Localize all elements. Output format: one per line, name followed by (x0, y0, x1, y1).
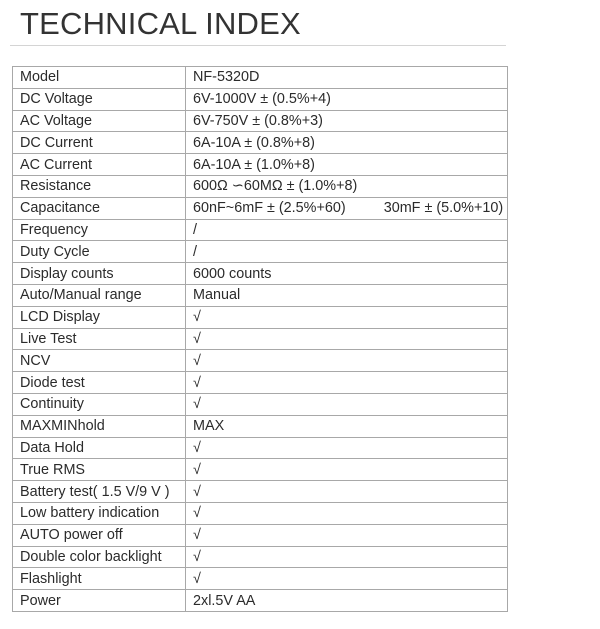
table-row (13, 502, 508, 524)
value-cell: √ (186, 393, 508, 415)
title-divider (10, 45, 506, 46)
param-cell: Display counts (13, 263, 186, 285)
value-cell: 6000 counts (186, 263, 508, 285)
value-cell: √ (186, 372, 508, 394)
value-text: 60nF~6mF ± (2.5%+60) (193, 200, 346, 217)
param-cell: Double color backlight (13, 546, 186, 568)
param-cell: LCD Display (13, 306, 186, 328)
table-row (13, 175, 508, 197)
value-cell: / (186, 219, 508, 241)
param-cell: Flashlight (13, 568, 186, 590)
param-cell: Diode test (13, 372, 186, 394)
value-cell: 6A-10A ± (0.8%+8) (186, 132, 508, 154)
table-row (13, 568, 508, 590)
param-cell: True RMS (13, 459, 186, 481)
table-row (13, 393, 508, 415)
param-cell: Continuity (13, 393, 186, 415)
param-cell: Frequency (13, 219, 186, 241)
table-row (13, 110, 508, 132)
param-cell: Auto/Manual range (13, 284, 186, 306)
param-cell: Live Test (13, 328, 186, 350)
param-cell: AUTO power off (13, 524, 186, 546)
param-cell: Low battery indication (13, 502, 186, 524)
param-cell: AC Voltage (13, 110, 186, 132)
table-row (13, 459, 508, 481)
table-row (13, 241, 508, 263)
value-cell: Manual (186, 284, 508, 306)
table-row (13, 67, 508, 89)
table-row (13, 415, 508, 437)
param-cell: Battery test( 1.5 V/9 V ) (13, 481, 186, 503)
param-cell: DC Current (13, 132, 186, 154)
table-row (13, 219, 508, 241)
table-row (13, 132, 508, 154)
page-title: TECHNICAL INDEX (20, 6, 301, 41)
table-row (13, 481, 508, 503)
value-cell: 6A-10A ± (1.0%+8) (186, 154, 508, 176)
param-cell: MAXMINhold (13, 415, 186, 437)
value-cell: √ (186, 437, 508, 459)
value-cell: √ (186, 328, 508, 350)
param-cell: Resistance (13, 175, 186, 197)
value-cell: MAX (186, 415, 508, 437)
param-cell: Duty Cycle (13, 241, 186, 263)
table-row (13, 197, 508, 219)
param-cell: Power (13, 590, 186, 612)
value-cell: √ (186, 350, 508, 372)
table-row (13, 372, 508, 394)
value-cell: √ (186, 306, 508, 328)
value-cell: √ (186, 546, 508, 568)
table-row (13, 590, 508, 612)
param-cell: DC Voltage (13, 88, 186, 110)
value-cell: √ (186, 568, 508, 590)
table-row (13, 88, 508, 110)
table-row (13, 328, 508, 350)
table-row (13, 284, 508, 306)
value-cell: 600Ω ∽60MΩ ± (1.0%+8) (186, 175, 508, 197)
value-cell: NF-5320D (186, 67, 508, 89)
value-text-secondary: 30mF ± (5.0%+10) (383, 200, 504, 217)
value-cell: 6V-750V ± (0.8%+3) (186, 110, 508, 132)
value-cell: / (186, 241, 508, 263)
spec-table (12, 66, 508, 612)
table-row (13, 154, 508, 176)
table-row (13, 350, 508, 372)
table-row (13, 263, 508, 285)
param-cell: Model (13, 67, 186, 89)
value-cell: 2xl.5V AA (186, 590, 508, 612)
table-row (13, 546, 508, 568)
param-cell: Capacitance (13, 197, 186, 219)
value-cell: √ (186, 459, 508, 481)
param-cell: AC Current (13, 154, 186, 176)
param-cell: NCV (13, 350, 186, 372)
value-cell: √ (186, 502, 508, 524)
table-row (13, 524, 508, 546)
param-cell: Data Hold (13, 437, 186, 459)
value-cell: 6V-1000V ± (0.5%+4) (186, 88, 508, 110)
value-cell (186, 197, 508, 219)
table-row (13, 306, 508, 328)
table-row (13, 437, 508, 459)
value-cell: √ (186, 524, 508, 546)
value-cell: √ (186, 481, 508, 503)
